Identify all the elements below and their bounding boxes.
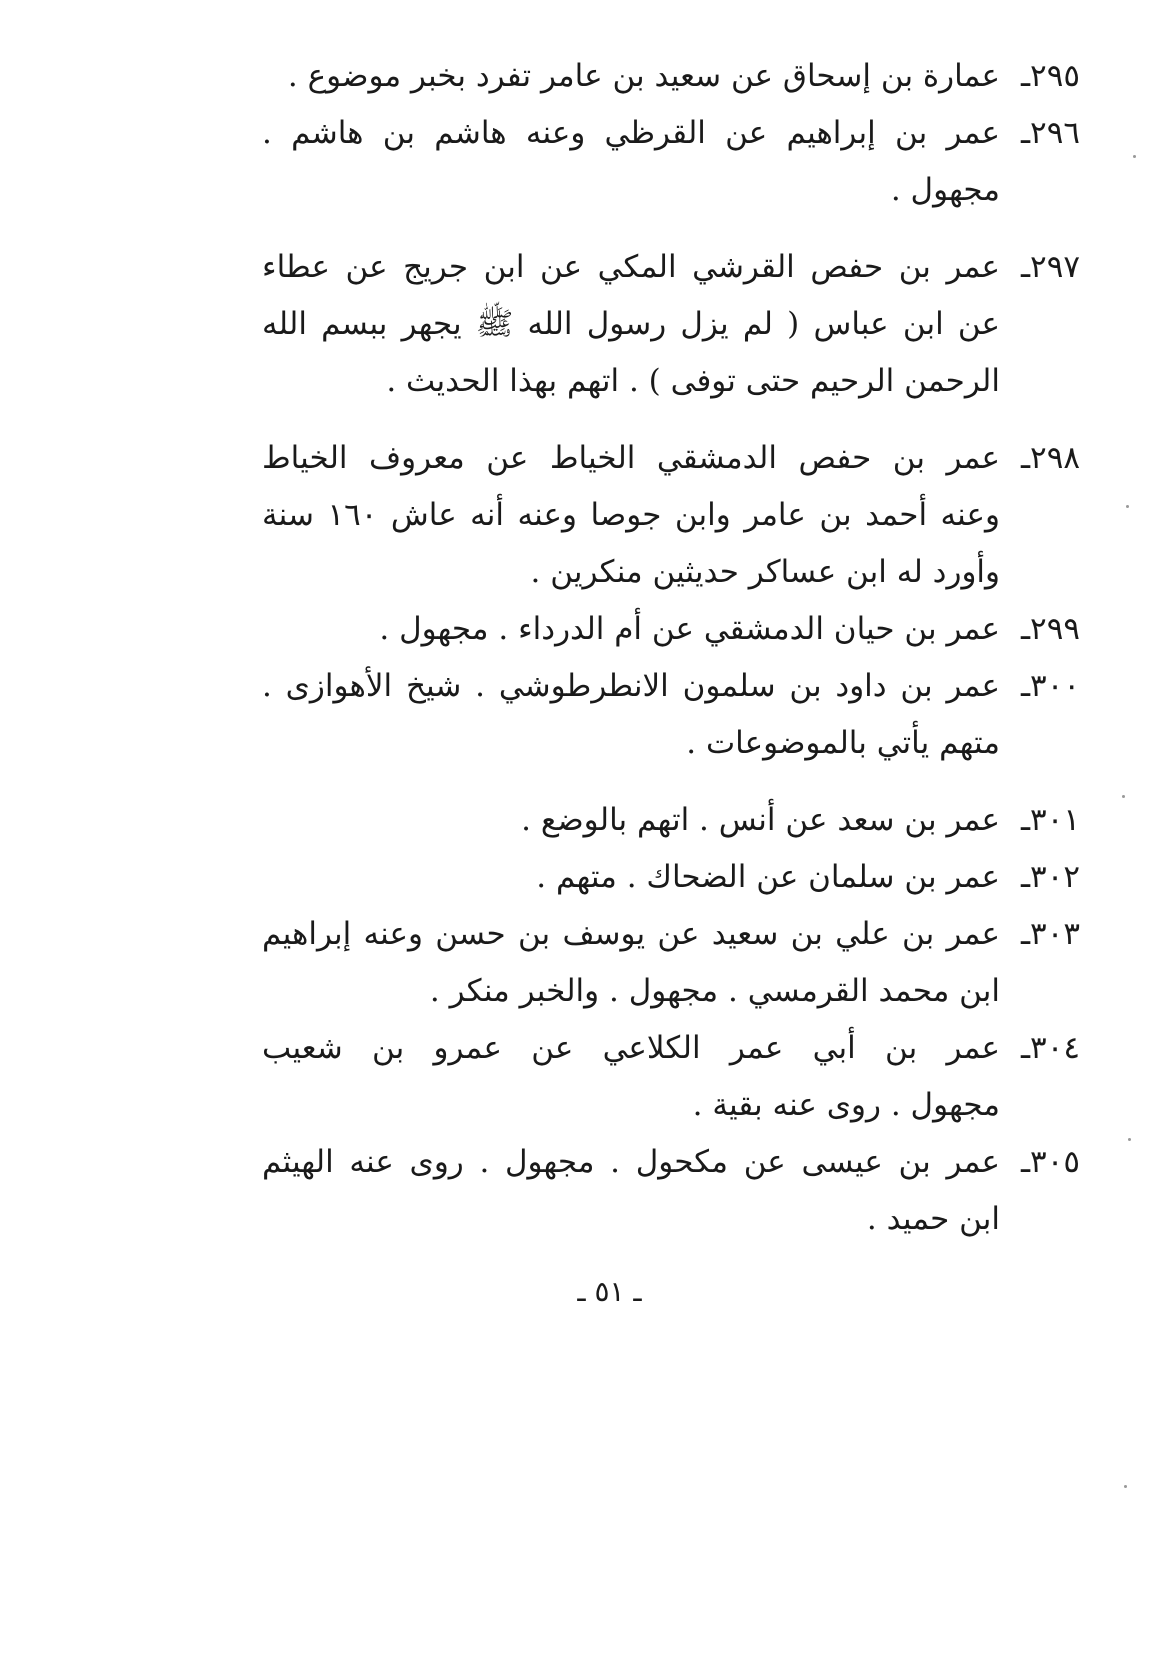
entry-text-line: عمر بن سعد عن أنس . اتهم بالوضع . bbox=[521, 802, 1000, 838]
entry-text-line: عمر بن إبراهيم عن القرظي وعنه هاشم بن هاشم . bbox=[262, 115, 1000, 151]
entry-text-line: مجهول . روى عنه بقية . bbox=[692, 1087, 1000, 1123]
entry-number: ٢٩٥ـ bbox=[1020, 58, 1080, 94]
entry-number: ٣٠٥ـ bbox=[1020, 1144, 1080, 1180]
entry-text-line: مجهول . bbox=[890, 172, 1000, 208]
entry-text-line: وعنه أحمد بن عامر وابن جوصا وعنه أنه عاش ١٦٠ سنة bbox=[262, 497, 1000, 533]
scan-speck bbox=[1124, 1485, 1127, 1488]
entry-text-line: عمر بن حفص القرشي المكي عن ابن جريج عن عطاء bbox=[262, 249, 1000, 285]
page-number: ـ ٥١ ـ bbox=[577, 1275, 642, 1308]
entry-298 bbox=[262, 430, 1080, 601]
page-body bbox=[262, 48, 1080, 1248]
entry-number: ٢٩٩ـ bbox=[1020, 611, 1080, 647]
entry-text-line: عمر بن حيان الدمشقي عن أم الدرداء . مجهول . bbox=[379, 611, 1000, 647]
entry-304 bbox=[262, 1020, 1080, 1134]
scan-speck bbox=[1122, 795, 1125, 798]
entry-number: ٣٠٤ـ bbox=[1020, 1030, 1080, 1066]
entry-text-line: عمر بن عيسى عن مكحول . مجهول . روى عنه الهيثم bbox=[262, 1144, 1000, 1180]
scan-speck bbox=[1133, 155, 1136, 158]
entry-text-line: عمر بن سلمان عن الضحاك . متهم . bbox=[536, 859, 1000, 895]
entry-295 bbox=[262, 48, 1080, 105]
entry-text-line: عمر بن حفص الدمشقي الخياط عن معروف الخياط bbox=[262, 440, 1000, 476]
entry-text-line: وأورد له ابن عساكر حديثين منكرين . bbox=[530, 554, 1000, 590]
entry-text-line: ابن محمد القرمسي . مجهول . والخبر منكر . bbox=[429, 973, 1000, 1009]
entry-number: ٣٠١ـ bbox=[1020, 802, 1080, 838]
entry-305 bbox=[262, 1134, 1080, 1248]
entry-number: ٢٩٦ـ bbox=[1020, 115, 1080, 151]
entry-302 bbox=[262, 849, 1080, 906]
entry-297 bbox=[262, 239, 1080, 410]
entry-text-line: عمارة بن إسحاق عن سعيد بن عامر تفرد بخبر موضوع . bbox=[287, 58, 1000, 94]
entry-text-line: عمر بن أبي عمر الكلاعي عن عمرو بن شعيب bbox=[262, 1030, 1000, 1066]
entry-text-line: عن ابن عباس ( لم يزل رسول الله ﷺ يجهر ببسم الله bbox=[262, 306, 1000, 342]
entry-number: ٢٩٧ـ bbox=[1020, 249, 1080, 285]
entry-text-line: عمر بن داود بن سلمون الانطرطوشي . شيخ الأهوازى . bbox=[262, 668, 1000, 704]
entry-number: ٢٩٨ـ bbox=[1020, 440, 1080, 476]
entry-296 bbox=[262, 105, 1080, 219]
scan-speck bbox=[1126, 505, 1129, 508]
scan-speck bbox=[1128, 1138, 1131, 1141]
entry-303 bbox=[262, 906, 1080, 1020]
entry-text-line: الرحمن الرحيم حتى توفى ) . اتهم بهذا الحديث . bbox=[386, 363, 1000, 399]
entry-text-line: عمر بن علي بن سعيد عن يوسف بن حسن وعنه إبراهيم bbox=[262, 916, 1000, 952]
entry-301 bbox=[262, 792, 1080, 849]
entry-299 bbox=[262, 601, 1080, 658]
entry-text-line: متهم يأتي بالموضوعات . bbox=[686, 725, 1000, 761]
entry-text-line: ابن حميد . bbox=[866, 1201, 1000, 1237]
entry-number: ٣٠٢ـ bbox=[1020, 859, 1080, 895]
entry-300 bbox=[262, 658, 1080, 772]
entry-number: ٣٠٠ـ bbox=[1020, 668, 1080, 704]
entry-number: ٣٠٣ـ bbox=[1020, 916, 1080, 952]
